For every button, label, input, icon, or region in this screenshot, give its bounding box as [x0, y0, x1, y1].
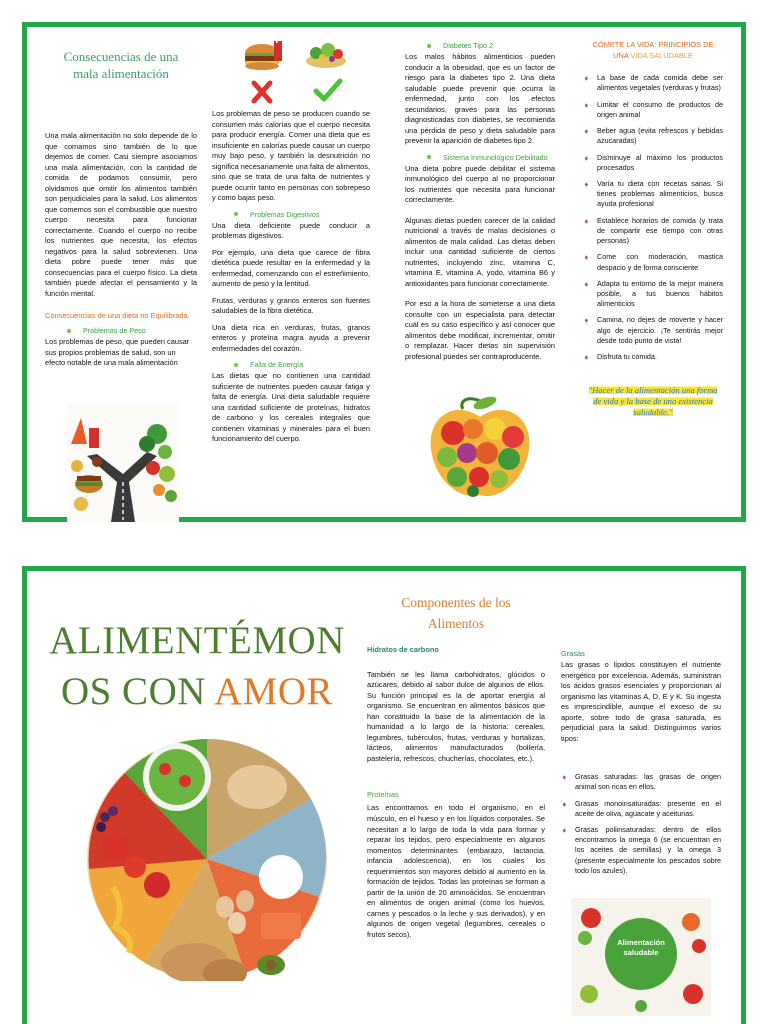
list-item: [583, 315, 723, 346]
cover-title-love: AMOR: [214, 670, 334, 714]
energy-paragraph: Las dietas que no contienen una cantidad suficiente de nutrientes pueden causar fatiga y falta de energía. Una dieta saludable requiere una cantidad suficiente de proteínas, hidratos de carbono y los cereales integrales que contienen vitaminas y minerales para el buen funcionamiento del cuerpo.: [212, 371, 370, 444]
carbs-heading: Hidratos de carbono: [367, 644, 439, 654]
check-mark-icon: [316, 81, 340, 99]
fiber-paragraph: Por ejemplo, una dieta que carece de fibra dietética puede resultar en la enfermedad y la enfermedad, comenzando con el estreñimiento, aumento de peso y la lentitud.: [212, 247, 370, 289]
bullet-label: Sistema Inmunológico Debilitado: [443, 152, 548, 162]
protein-paragraph: Las encontramos en todo el organismo, en el músculo, en el hueso y en los líquidos corporales. Se necesitan a lo largo de toda la vida para formar y reparar los tejidos, pero especialmente en algunos momentos determinantes (embarazo, lactancia, infancia adolescencia), en los cuales los requerimientos son mayores debido al aumento en la formación de tejidos. Todas las proteínas se forman a partir de la unión de 20 aminoácidos. Se encuentran en alimentos de origen animal (como los huevos, carnes y pescados o la leche y sus derivados), y en algunos de origen vegetal (legumbres, cereales o frutos secos).: [367, 803, 545, 939]
bullet-dot-icon: [234, 212, 238, 216]
digestive-paragraph: Una dieta deficiente puede conducir a problemas digestivos.: [212, 220, 370, 241]
cover-title: [27, 615, 367, 718]
arrow-bullet-icon: ➧: [583, 153, 590, 163]
x-mark-icon: [254, 83, 270, 101]
intro-paragraph: Una mala alimentación no solo depende de lo que comamos sino también de lo que dejemos de comer. Casi siempre asociamos una mala alimentación, con la cantidad de comida de podamos consumir, pero olvidamos que omitir los alimentos también son perjudiciales para la salud. Los alimentos que comemos son el combustible que nuestro cuerpo necesita para funcionar correctamente. Cuando el cuerpo no recibe los nutrientes que necesita, los efectos negativos para la salud sobrevienen. Una dieta pobre puede tener más que consecuencias para el cuerpo físico. La dieta también puede afectar el pensamiento y la función mental.: [45, 131, 197, 298]
cover-title-line2-a: OS CON: [60, 670, 214, 714]
principles-title-line2-a: UNA: [613, 51, 631, 61]
list-item-text: La base de cada comida debe ser alimentos vegetales (verduras y frutas): [597, 73, 723, 93]
arrow-bullet-icon: ➧: [583, 316, 590, 326]
list-item: [583, 279, 723, 310]
arrow-bullet-icon: ➧: [561, 826, 568, 835]
bullet-label: Diabetes Tipo 2: [443, 41, 493, 50]
healthy-badge-text: [605, 938, 677, 957]
list-item-text: Camina, no dejes de moverte y hacer algo de ejercicio. ¡Te sentirás mejor desde todo punto de vista!: [597, 315, 723, 345]
arrow-bullet-icon: ➧: [583, 100, 590, 110]
badge-line2: saludable: [623, 947, 659, 957]
bullet-diabetes: [405, 41, 555, 50]
cover-title-line2: [27, 666, 367, 717]
principles-title: [583, 39, 723, 61]
cover-panel: [27, 615, 367, 718]
bullet-weight-problems: [45, 326, 197, 335]
components-title: [367, 593, 545, 635]
weight-cause-paragraph: Los problemas de peso se producen cuando se consumen más calorías que el cuerpo necesita para producir energía. Comer una dieta que es insuficiente en calorías puede causar un cuerpo muy bajo peso, y también la desnutrición no significa necesariamente una falta de alimentos, sino que se trata de una falta de nutrientes y puede ocurrir tanto en personas con sobrepeso y como bajas peso.: [212, 109, 370, 203]
fats-heading: Grasas: [561, 649, 585, 658]
list-item-text: Come con moderación, mastica despacio y de forma consciente: [597, 252, 723, 272]
arrow-bullet-icon: ➧: [583, 179, 590, 189]
bullet-dot-icon: [427, 44, 431, 48]
arrow-bullet-icon: ➧: [583, 127, 590, 137]
arrow-bullet-icon: ➧: [583, 253, 590, 263]
fats-paragraph: Las grasas o lípidos constituyen el nutriente energético por excelencia. Además, suministran los ácidos grasos esenciales y proporcionan al organismo las vitaminas A, D, E y K. Su ingesta es imprescindible, aunque el exceso de su aporte, sobre todo de grasa saturada, es perjudicial para la salud. Distinguimos varios tipos:: [561, 660, 721, 743]
diabetes-paragraph: Los malos hábitos alimenticios pueden conducir a la obesidad, que es un factor de riesgo para la diabetes tipo 2. Una dieta saludable puede prevenir que ocurra la enfermedad, junto con los efectos secundarios, graves para las personas diagnosticadas con diabetes, se recomienda una pérdida de peso y dieta saludable para prevenir la aparición de diabetes tipo 2.: [405, 52, 555, 146]
arrow-bullet-icon: ➧: [583, 353, 590, 363]
arrow-bullet-icon: ➧: [561, 773, 568, 783]
list-item-text: Grasas monoinsaturadas: presente en el aceite de oliva, aguacate y aceitunas.: [575, 798, 721, 818]
heart-paragraph: Una dieta rica en verduras, frutas, granos enteros y proteína magra ayuda a prevenir enfermedades del corazón.: [212, 322, 370, 353]
list-item-text: Disfruta tu comida.: [597, 352, 657, 362]
arrow-bullet-icon: ➧: [583, 279, 590, 289]
list-item: [583, 153, 723, 173]
principles-title-line1: CÓMETE LA VIDA: PRINCIPIOS DE: [592, 40, 714, 49]
fats-column: [561, 649, 721, 1016]
column-healthy-principles: [583, 39, 723, 418]
junk-vs-healthy-image: [67, 404, 179, 522]
brochure-page-outside: [22, 22, 746, 522]
arrow-bullet-icon: ➧: [583, 216, 590, 226]
list-item-text: Limitar el consumo de productos de origen animal: [597, 99, 723, 119]
list-item-text: Grasas saturadas: las grasas de origen animal son ricas en ellos.: [575, 772, 721, 792]
components-column: [367, 593, 545, 940]
list-item: [583, 352, 723, 363]
column-consequences: [45, 49, 197, 369]
bullet-dot-icon: [427, 155, 431, 159]
principles-title-line2: [583, 50, 723, 61]
list-item: [561, 772, 721, 792]
column-diabetes-immune: [405, 41, 555, 362]
list-item: [583, 73, 723, 93]
bullet-dot-icon: [234, 363, 238, 367]
list-item-text: Varía tu dieta con recetas sanas. Si tienes problemas alimenticios, busca ayuda profesional: [597, 178, 723, 209]
bullet-dot-icon: [67, 329, 71, 333]
principles-title-line2-b: VIDA SALUDABLE: [630, 51, 693, 61]
list-item-text: Adapta tu entorno de la mejor manera posible, a tus buenos hábitos alimenticios: [597, 278, 723, 309]
badge-line1: Alimentación: [617, 938, 665, 948]
components-title-line2: Alimentos: [427, 615, 485, 631]
bullet-label: Falta de Energía: [250, 360, 304, 370]
fats-list: [561, 772, 721, 876]
bullet-energy: [212, 360, 370, 369]
components-title-line1: Componentes de los: [401, 595, 511, 610]
list-item: [561, 799, 721, 819]
quote-text: "Hacer de la alimentación una forma de vida y la base de una existencia saludable.": [588, 385, 718, 417]
weight-paragraph: Los problemas de peso, que pueden causar sus propios problemas de salud, son un efecto notable de una mala alimentación: [45, 337, 190, 368]
bullet-immune: [405, 153, 555, 162]
list-item: [583, 252, 723, 272]
food-circle-image: [85, 737, 329, 981]
protein-heading: Proteínas: [367, 790, 399, 800]
immune-paragraph: Una dieta pobre puede debilitar el sistema inmunológico del cuerpo al no proporcionar los nutrientes que necesita para funcionar correctamente.: [405, 163, 555, 205]
brochure-page-inside: [22, 566, 746, 1024]
list-item: [561, 825, 721, 876]
bullet-digestive: [212, 210, 370, 219]
list-item-text: Disminuye al máximo los productos procesados: [597, 152, 723, 172]
column-health-problems: [212, 35, 370, 445]
list-item-text: Grasas poliinsaturadas: dentro de ellos encontramos la omega 6 (se encuentran en los aceites de semillas) y la omega 3 (presente especialmente los pescados sobre todo los azules).: [575, 825, 721, 875]
apple-shaped-food-image: [425, 391, 535, 503]
list-item-text: Beber agua (evita refrescos y bebidas azucaradas): [597, 126, 723, 146]
burger-vs-salad-image: [230, 35, 360, 107]
arrow-bullet-icon: ➧: [583, 74, 590, 84]
cover-title-line1: ALIMENTÉMON: [49, 619, 345, 662]
carbs-paragraph: También se les llama carbohidratos, glúcidos o azúcares, debido al sabor dulce de algunos de ellos. Su función principal es la de aportar energía al organismo. Se encuentran en alimentos básicos que han constituido la base de la alimentación de la humanidad a lo largo de la historia: cereales, legumbres, tubérculos, frutas, verduras y hortalizas, lácteos, alimentos manufacturados (bollería, pastelería, refrescos, chucherías, chocolates, etc.).: [367, 669, 545, 763]
list-item: [583, 100, 723, 120]
list-item: [583, 179, 723, 210]
list-item: [583, 216, 723, 247]
section-subtitle: Consecuencias de una dieta no Equilibrada.: [45, 311, 190, 321]
principles-list: [583, 73, 723, 363]
quote-box: [583, 385, 723, 417]
page-title: Consecuencias de una mala alimentación: [63, 49, 179, 81]
fiber-sources-paragraph: Frutas, verduras y granos enteros son fuentes saludables de la fibra dietética.: [212, 295, 370, 316]
bullet-label: Problemas de Peso: [83, 326, 146, 336]
list-item-text: Establece horarios de comida (y trata de compartir ese tiempo con otras personas): [597, 215, 723, 246]
list-item: [583, 126, 723, 146]
arrow-bullet-icon: ➧: [561, 799, 568, 809]
bullet-label: Problemas Digestivos: [250, 209, 320, 219]
healthy-food-badge-image: [571, 898, 711, 1016]
nutrients-paragraph: Algunas dietas pueden carecer de la calidad nutricional a través de malas decisiones o alimentos de mala calidad. Las dietas deben incluir una cantidad suficiente de ciertos nutrientes, incluyendo zinc, vitamina C, vitamina E, vitamina A, yodo, vitamina B6 y antioxidantes para funcionar correctamente.: [405, 215, 555, 288]
specialist-paragraph: Por eso a la hora de someterse a una dieta consulte con un especialista para detectar cuál es su caso específico y así conocer que alimentos debe modificar, incrementar, omitir o remplazar. Hacer dietas sin supervisión profesional puedes ser contraproducente.: [405, 299, 555, 361]
